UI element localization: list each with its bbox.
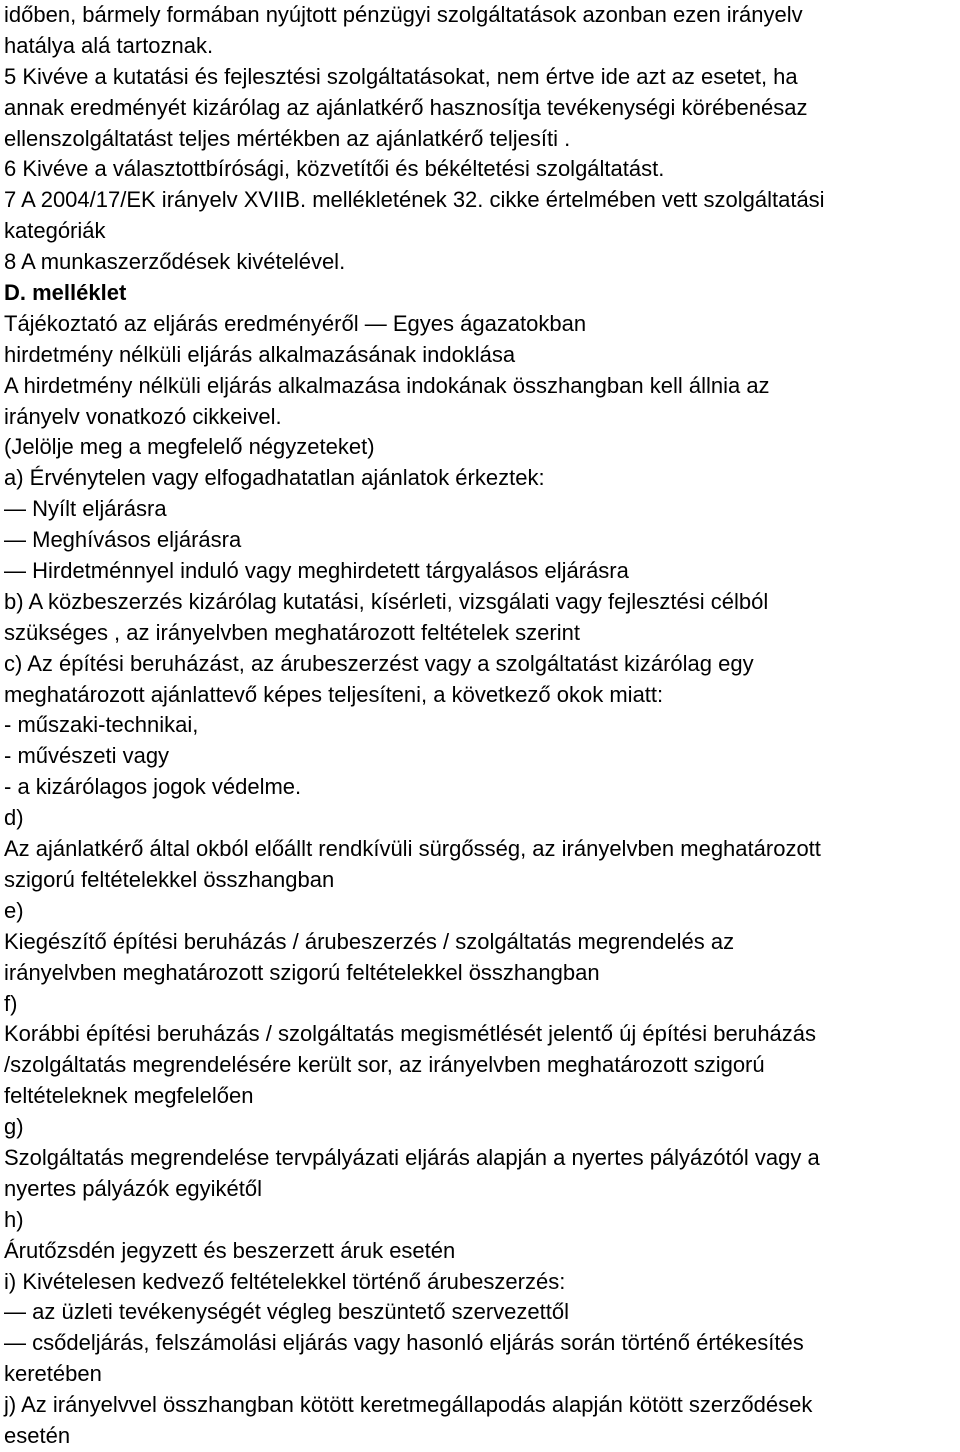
section-subtitle: hirdetmény nélküli eljárás alkalmazásának indoklása xyxy=(4,341,516,367)
document-body xyxy=(4,0,956,1452)
text-line: szigorú feltételekkel összhangban xyxy=(4,866,335,892)
text-line: keretében xyxy=(4,1361,102,1387)
list-item: - a kizárólagos jogok védelme. xyxy=(4,774,302,800)
section-title: Tájékoztató az eljárás eredményéről — Egyes ágazatokban xyxy=(4,310,587,336)
text-line: ellenszolgáltatást teljes mértékben az ajánlatkérő teljesíti . xyxy=(4,125,571,151)
item-e-label: e) xyxy=(4,897,24,923)
text-line: A hirdetmény nélküli eljárás alkalmazása indokának összhangban kell állnia az xyxy=(4,372,770,398)
item-a: a) Érvénytelen vagy elfogadhatatlan ajánlatok érkeztek: xyxy=(4,465,545,491)
footnote-7: 7 A 2004/17/EK irányelv XVIIB. mellékletének 32. cikke értelmében vett szolgáltatási xyxy=(4,187,825,213)
list-item: - művészeti vagy xyxy=(4,743,170,769)
text-line: esetén xyxy=(4,1422,71,1448)
list-item: — Nyílt eljárásra xyxy=(4,496,167,522)
text-line: /szolgáltatás megrendelésére került sor, az irányelvben meghatározott szigorú xyxy=(4,1052,765,1078)
footnote-5: 5 Kivéve a kutatási és fejlesztési szolgáltatásokat, nem értve ide azt az esetet, ha xyxy=(4,63,798,89)
text-line: feltételeknek megfelelően xyxy=(4,1083,254,1109)
text-line: Korábbi építési beruházás / szolgáltatás megismétlését jelentő új építési beruházás xyxy=(4,1021,817,1047)
text-line: Szolgáltatás megrendelése tervpályázati eljárás alapján a nyertes pályázótól vagy a xyxy=(4,1144,820,1170)
list-item: — az üzleti tevékenységét végleg beszüntető szervezettől xyxy=(4,1299,569,1325)
item-d-label: d) xyxy=(4,805,24,831)
text-line: meghatározott ajánlattevő képes teljesíteni, a következő okok miatt: xyxy=(4,681,664,707)
list-item: — Meghívásos eljárásra xyxy=(4,527,242,553)
text-line: hatálya alá tartoznak. xyxy=(4,32,214,58)
list-item: — csődeljárás, felszámolási eljárás vagy hasonló eljárás során történő értékesítés xyxy=(4,1330,804,1356)
item-j: j) Az irányelvvel összhangban kötött keretmegállapodás alapján kötött szerződések xyxy=(4,1392,813,1418)
text-line: kategóriák xyxy=(4,218,106,244)
text-line: szükséges , az irányelvben meghatározott feltételek szerint xyxy=(4,619,580,645)
item-h-label: h) xyxy=(4,1206,24,1232)
item-g-label: g) xyxy=(4,1114,24,1140)
text-line: nyertes pályázók egyikétől xyxy=(4,1175,263,1201)
text-line: irányelv vonatkozó cikkeivel. xyxy=(4,403,282,429)
text-line: Az ajánlatkérő által okból előállt rendkívüli sürgősség, az irányelvben meghatározott xyxy=(4,836,821,862)
text-line: Árutőzsdén jegyzett és beszerzett áruk esetén xyxy=(4,1237,456,1263)
item-b: b) A közbeszerzés kizárólag kutatási, kísérleti, vizsgálati vagy fejlesztési célból xyxy=(4,588,769,614)
item-i: i) Kivételesen kedvező feltételekkel történő árubeszerzés: xyxy=(4,1268,566,1294)
list-item: — Hirdetménnyel induló vagy meghirdetett tárgyalásos eljárásra xyxy=(4,558,629,584)
item-c: c) Az építési beruházást, az árubeszerzést vagy a szolgáltatást kizárólag egy xyxy=(4,650,754,676)
section-heading: D. melléklet xyxy=(4,280,127,306)
item-f-label: f) xyxy=(4,990,18,1016)
instruction-line: (Jelölje meg a megfelelő négyzeteket) xyxy=(4,434,375,460)
text-line: irányelvben meghatározott szigorú feltételekkel összhangban xyxy=(4,959,600,985)
list-item: - műszaki-technikai, xyxy=(4,712,199,738)
text-line: Kiegészítő építési beruházás / árubeszerzés / szolgáltatás megrendelés az xyxy=(4,928,735,954)
footnote-8: 8 A munkaszerződések kivételével. xyxy=(4,249,346,275)
text-line: időben, bármely formában nyújtott pénzügyi szolgáltatások azonban ezen irányelv xyxy=(4,2,803,27)
text-line: annak eredményét kizárólag az ajánlatkérő hasznosítja tevékenységi körébenésaz xyxy=(4,94,808,120)
footnote-6: 6 Kivéve a választottbírósági, közvetítői és békéltetési szolgáltatást. xyxy=(4,156,665,182)
